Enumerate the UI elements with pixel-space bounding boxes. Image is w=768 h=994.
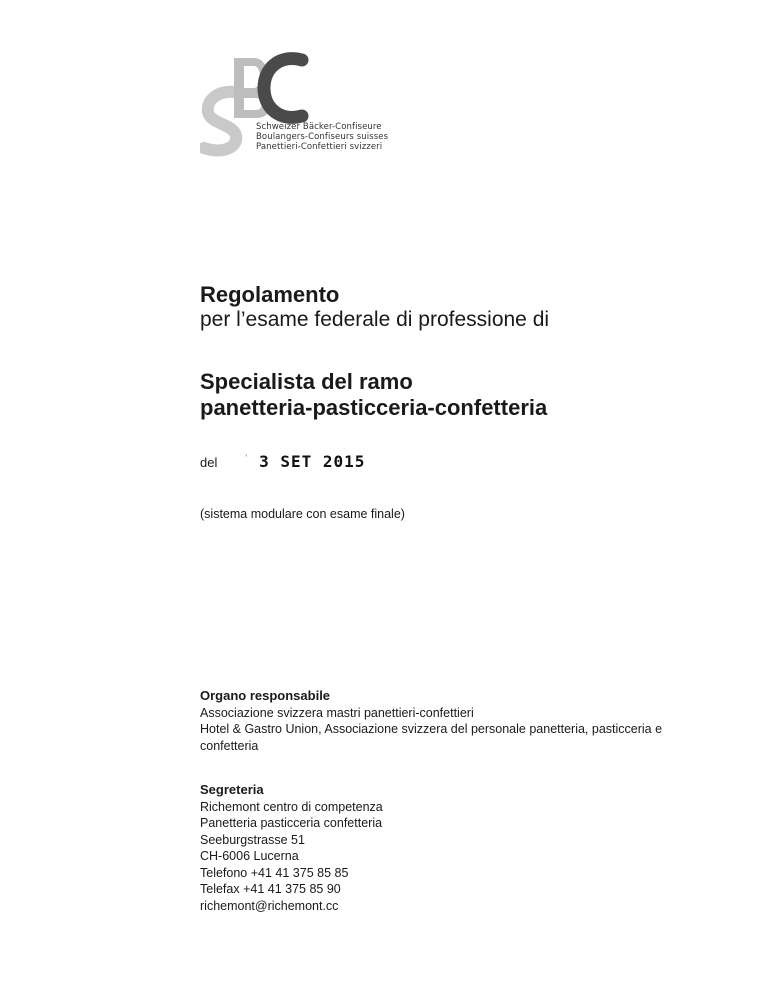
secretariat-email[interactable]: richemont@richemont.cc — [200, 898, 339, 913]
secretariat-line: Panetteria pasticceria confetteria — [200, 816, 383, 830]
date-label: del — [200, 455, 218, 470]
secretariat-line: Telefax +41 41 375 85 90 — [200, 882, 341, 896]
subtitle: (sistema modulare con esame finale) — [200, 507, 405, 521]
logo-line: Boulangers-Confiseurs suisses — [256, 132, 389, 142]
secretariat-line: Seeburgstrasse 51 — [200, 832, 305, 847]
organ-heading: Organo responsabile — [200, 688, 331, 703]
logo-text — [256, 122, 388, 152]
date-stamp: 3 SET 2015 — [259, 452, 366, 471]
logo-line: Panettieri-Confettieri svizzeri — [256, 142, 383, 152]
profession-title — [200, 369, 547, 421]
secretariat-section — [200, 782, 383, 914]
document-title — [200, 283, 549, 333]
date-tick: ' — [245, 453, 248, 463]
date-row — [200, 452, 365, 471]
profession-line1: Specialista del ramo — [200, 369, 413, 394]
logo-line: Schweizer Bäcker-Confiseure — [256, 122, 382, 132]
title-line2: per l’esame federale di professione di — [200, 308, 550, 331]
organ-section — [200, 688, 680, 754]
secretariat-heading: Segreteria — [200, 782, 264, 797]
secretariat-line: CH-6006 Lucerna — [200, 849, 299, 863]
secretariat-line: Richemont centro di competenza — [200, 799, 383, 814]
profession-line2: panetteria-pasticceria-confetteria — [200, 395, 548, 420]
sbc-logo — [200, 50, 389, 160]
organ-line: Associazione svizzera mastri panettieri-confettieri — [200, 705, 474, 720]
title-line1: Regolamento — [200, 282, 340, 307]
organ-line: Hotel & Gastro Union, Associazione svizzera del personale panetteria, pasticceria e confetteria — [200, 722, 663, 753]
secretariat-line: Telefono +41 41 375 85 85 — [200, 865, 349, 880]
